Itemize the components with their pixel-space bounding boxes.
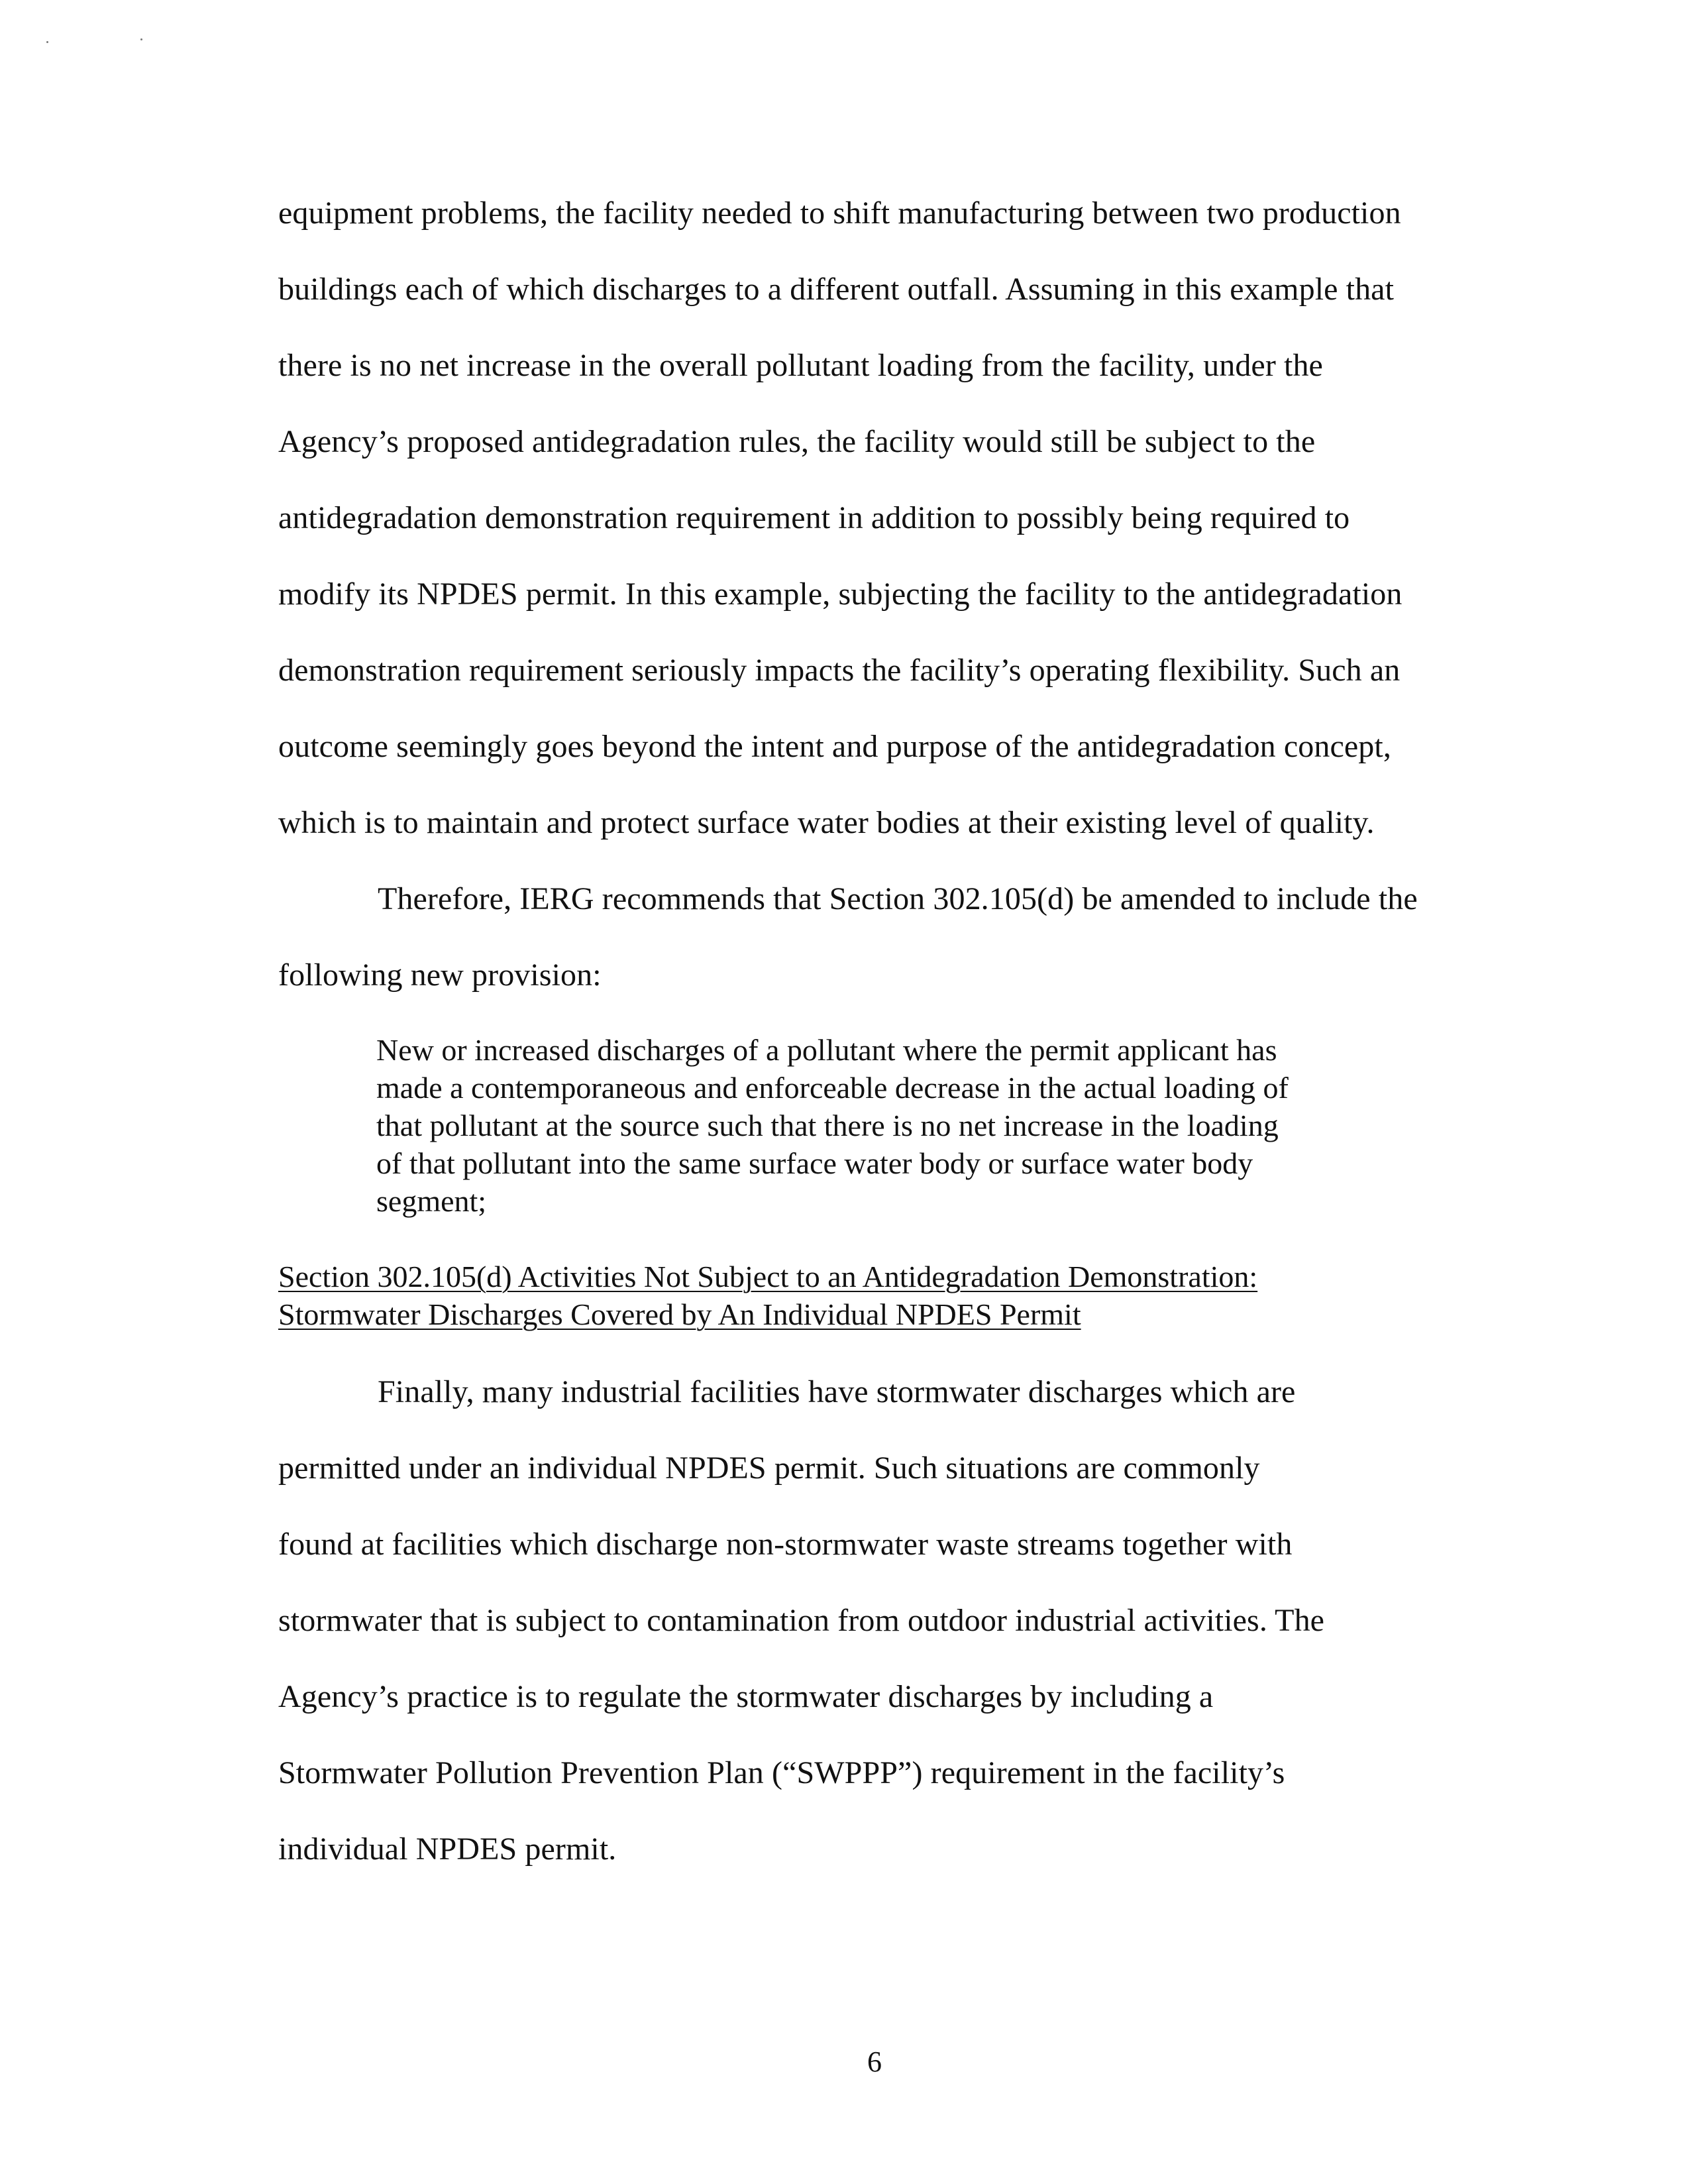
text-line: Agency’s practice is to regulate the stormwater discharges by including a: [278, 1679, 1214, 1714]
scan-speck: [140, 38, 142, 40]
quote-line: segment;: [376, 1184, 487, 1218]
quote-line: made a contemporaneous and enforceable decrease in the actual loading of: [376, 1071, 1289, 1105]
quote-line: that pollutant at the source such that there is no net increase in the loading: [376, 1109, 1279, 1142]
text-line: Finally, many industrial facilities have stormwater discharges which are: [378, 1374, 1296, 1409]
text-line: Stormwater Pollution Prevention Plan (“SWPPP”) requirement in the facility’s: [278, 1755, 1285, 1790]
text-line: outcome seemingly goes beyond the intent and purpose of the antidegradation concept,: [278, 729, 1391, 764]
text-line: modify its NPDES permit. In this example, subjecting the facility to the antidegradation: [278, 576, 1403, 612]
text-line: there is no net increase in the overall pollutant loading from the facility, under the: [278, 348, 1323, 383]
quote-line: New or increased discharges of a pollutant where the permit applicant has: [376, 1033, 1277, 1067]
text-line: which is to maintain and protect surface water bodies at their existing level of quality.: [278, 805, 1375, 840]
heading-line: Section 302.105(d) Activities Not Subject to an Antidegradation Demonstration:: [278, 1260, 1258, 1293]
text-line: buildings each of which discharges to a different outfall. Assuming in this example that: [278, 272, 1395, 307]
text-line: antidegradation demonstration requirement in addition to possibly being required to: [278, 500, 1350, 535]
text-line: following new provision:: [278, 957, 602, 993]
scan-speck: [46, 41, 48, 43]
text-line: individual NPDES permit.: [278, 1831, 617, 1867]
text-line: stormwater that is subject to contamination from outdoor industrial activities. The: [278, 1603, 1325, 1638]
text-line: Therefore, IERG recommends that Section 302.105(d) be amended to include the: [378, 881, 1418, 916]
text-line: Agency’s proposed antidegradation rules, the facility would still be subject to the: [278, 424, 1316, 459]
quote-line: of that pollutant into the same surface water body or surface water body: [376, 1146, 1253, 1180]
heading-line: Stormwater Discharges Covered by An Individual NPDES Permit: [278, 1297, 1081, 1331]
text-line: equipment problems, the facility needed to shift manufacturing between two production: [278, 195, 1401, 231]
text-line: found at facilities which discharge non-stormwater waste streams together with: [278, 1527, 1293, 1562]
page-number: 6: [867, 2046, 882, 2078]
text-line: permitted under an individual NPDES permit. Such situations are commonly: [278, 1450, 1260, 1486]
text-line: demonstration requirement seriously impacts the facility’s operating flexibility. Such an: [278, 653, 1401, 688]
